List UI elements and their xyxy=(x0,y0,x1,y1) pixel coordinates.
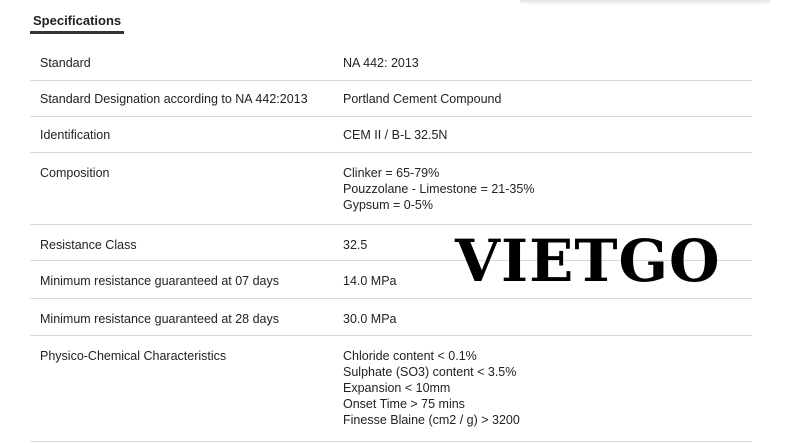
row-label: Identification xyxy=(40,127,111,142)
row-value: CEM II / B-L 32.5N xyxy=(343,127,448,142)
table-row xyxy=(30,335,752,441)
active-tab-indicator xyxy=(30,31,124,34)
tab-bar xyxy=(0,0,790,34)
table-row xyxy=(30,80,752,116)
row-value: Chloride content < 0.1% Sulphate (SO3) content < 3.5% Expansion < 10mm Onset Time > 75 mins Finesse Blaine (cm2 / g) > 3200 xyxy=(343,348,520,427)
row-label: Minimum resistance guaranteed at 28 days xyxy=(40,311,280,326)
table-row xyxy=(30,298,752,335)
row-label: Resistance Class xyxy=(40,237,137,252)
row-value: Clinker = 65-79% Pouzzolane - Limestone = 21-35% Gypsum = 0-5% xyxy=(343,165,535,212)
row-value: 32.5 xyxy=(343,237,368,252)
tab-specifications[interactable]: Specifications xyxy=(33,13,122,28)
row-label: Composition xyxy=(40,165,110,180)
row-value: 14.0 MPa xyxy=(343,273,397,288)
table-row xyxy=(30,116,752,152)
decorative-shadow xyxy=(520,0,770,6)
row-value: NA 442: 2013 xyxy=(343,56,419,70)
row-value: 30.0 MPa xyxy=(343,311,397,326)
row-value: Portland Cement Compound xyxy=(343,91,502,106)
row-label: Physico-Chemical Characteristics xyxy=(40,348,227,363)
row-label: Standard Designation according to NA 442:2013 xyxy=(40,91,308,106)
table-row xyxy=(30,152,752,224)
row-label: Standard xyxy=(40,56,91,70)
table-row xyxy=(30,44,752,80)
row-label: Minimum resistance guaranteed at 07 days xyxy=(40,273,280,288)
vietgo-watermark: VIETGO xyxy=(455,227,721,295)
